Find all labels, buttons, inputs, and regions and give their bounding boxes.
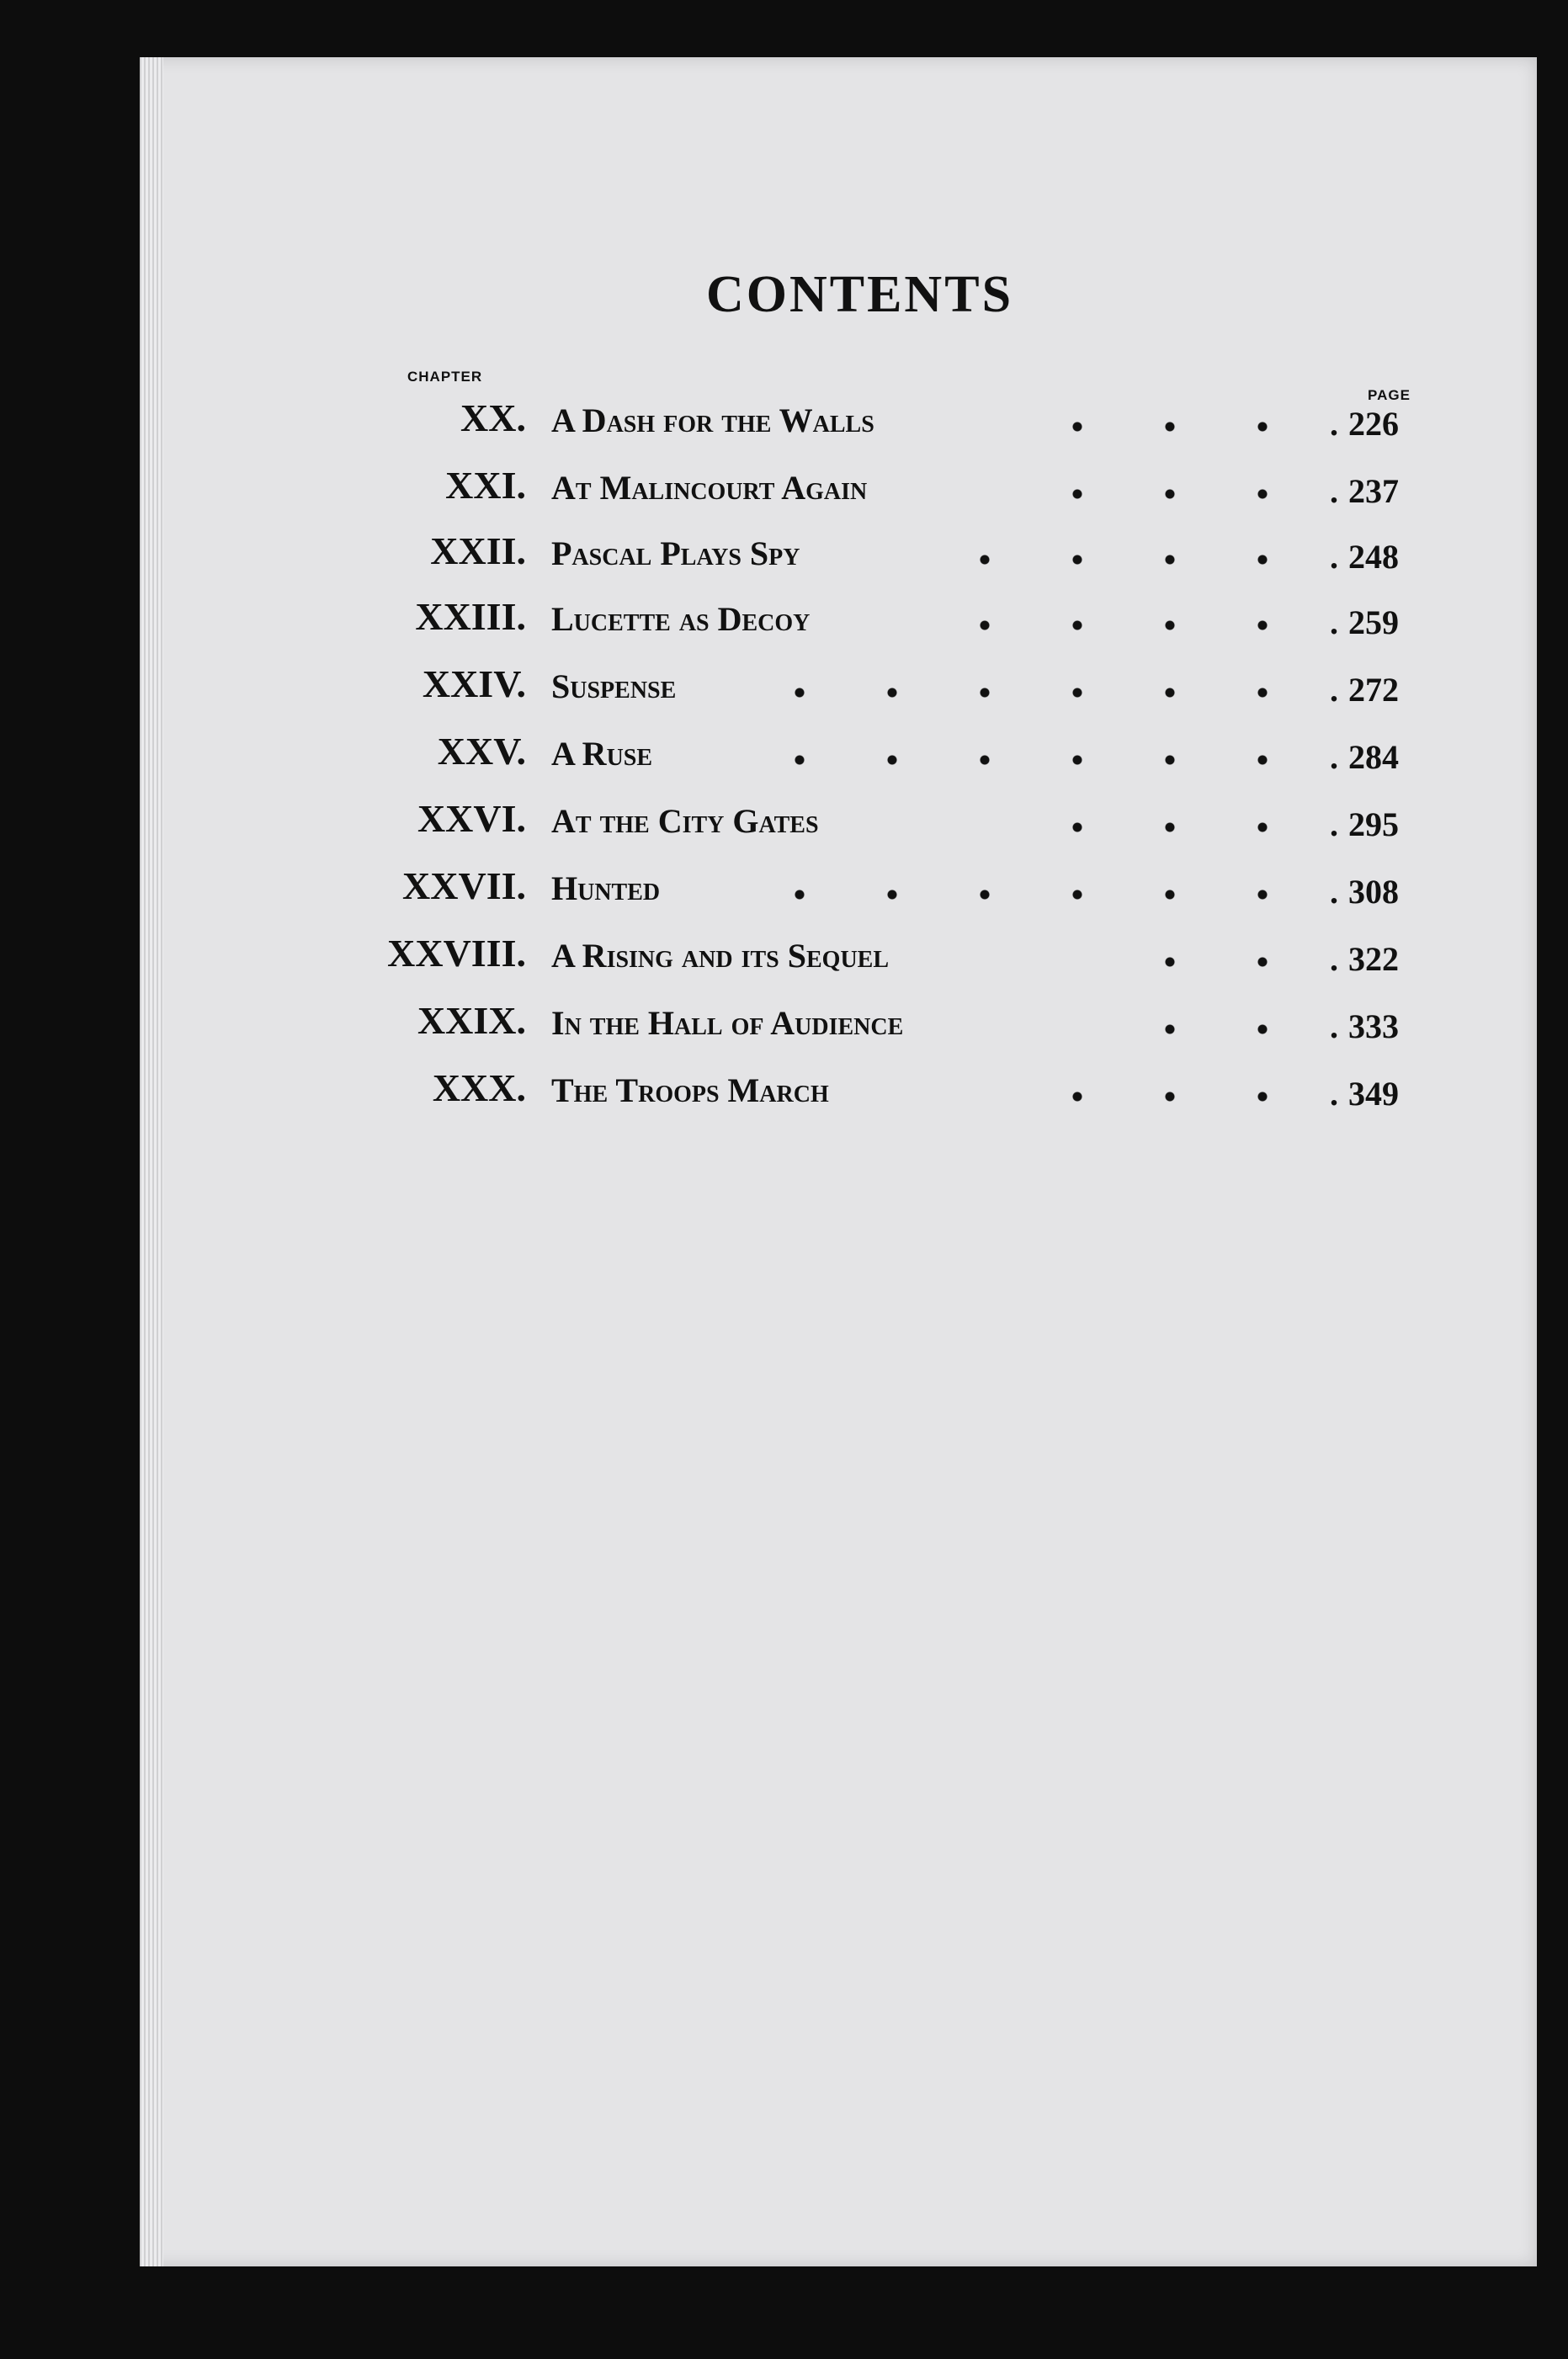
page-number: . 349 — [1330, 1074, 1399, 1113]
dot-leader — [1031, 481, 1309, 507]
dot-leader — [745, 747, 1309, 773]
toc-entry — [0, 594, 1568, 645]
toc-entry — [0, 931, 1568, 981]
page-title: CONTENTS — [705, 266, 1014, 323]
toc-entry — [0, 396, 1568, 446]
chapter-title: The Troops March — [551, 1071, 829, 1109]
chapter-number: XXIV. — [422, 662, 526, 705]
page-number: . 284 — [1330, 737, 1399, 777]
dot-leader — [1031, 414, 1309, 439]
chapter-number: XXI. — [445, 464, 526, 507]
dot-leader — [1031, 1084, 1309, 1109]
book-page — [140, 57, 1537, 2266]
dot-leader — [1124, 1017, 1309, 1042]
chapter-title: Hunted — [551, 869, 661, 907]
page-column-label: PAGE — [1368, 387, 1411, 403]
chapter-number: XXVII. — [402, 864, 526, 907]
chapter-number: XXVI. — [417, 797, 526, 840]
toc-entry — [0, 1065, 1568, 1116]
chapter-title: A Rising and its Sequel — [551, 937, 890, 975]
chapter-title: A Dash for the Walls — [551, 401, 874, 439]
page-number: . 333 — [1330, 1007, 1399, 1046]
chapter-title: Suspense — [551, 667, 677, 705]
chapter-number: XX. — [460, 396, 526, 439]
chapter-title: Pascal Plays Spy — [551, 534, 800, 572]
page-number: . 322 — [1330, 939, 1399, 979]
dot-leader — [930, 613, 1309, 638]
toc-entry — [0, 998, 1568, 1049]
toc-entry — [0, 529, 1568, 579]
toc-entry — [0, 796, 1568, 847]
chapter-number: XXIII. — [415, 595, 526, 638]
chapter-column-label: CHAPTER — [407, 369, 483, 385]
page-number: . 259 — [1330, 603, 1399, 642]
chapter-title: In the Hall of Audience — [551, 1004, 904, 1042]
page-number: . 272 — [1330, 670, 1399, 709]
toc-entry — [0, 729, 1568, 779]
page-number: . 308 — [1330, 872, 1399, 911]
page-number: . 248 — [1330, 537, 1399, 576]
page-number: . 295 — [1330, 805, 1399, 844]
toc-entry — [0, 863, 1568, 914]
chapter-title: Lucette as Decoy — [551, 600, 811, 638]
chapter-number: XXX. — [432, 1066, 526, 1109]
dot-leader — [745, 680, 1309, 705]
chapter-number: XXVIII. — [387, 932, 526, 975]
chapter-title: A Ruse — [551, 735, 653, 773]
chapter-number: XXIX. — [417, 999, 526, 1042]
chapter-title: At Malincourt Again — [551, 469, 868, 507]
chapter-title: At the City Gates — [551, 802, 819, 840]
toc-entry — [0, 463, 1568, 513]
chapter-number: XXV. — [437, 730, 526, 773]
dot-leader — [930, 547, 1309, 572]
page-edge — [140, 57, 163, 2266]
page-number: . 237 — [1330, 471, 1399, 511]
toc-entry — [0, 661, 1568, 712]
dot-leader — [745, 882, 1309, 907]
dot-leader — [1124, 949, 1309, 975]
chapter-number: XXII. — [430, 529, 526, 572]
page-number: . 226 — [1330, 404, 1399, 444]
dot-leader — [1031, 815, 1309, 840]
